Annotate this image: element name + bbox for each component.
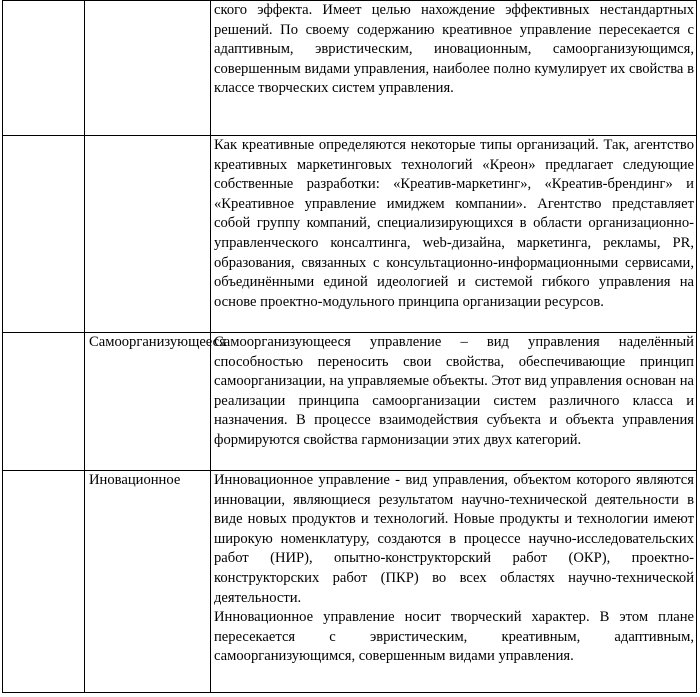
description-paragraph: ского эффекта. Имеет целью нахождение эффективных нестандартных решений. По своему содержанию креативное управление пересекается с адаптивным, эвристическим, иновационным, самоорганизующимся, совершенным видами управления, наиболее полно кумулирует их свойства в классе творческих систем управления. [214,2,694,97]
description-cell [211,333,697,471]
type-cell [85,471,211,693]
number-cell [3,333,85,471]
type-cell [85,333,226,471]
document-page [2,0,696,697]
type-label: Самоорганизующееся [89,334,226,350]
description-cell [211,1,697,136]
table-row [3,136,697,333]
management-types-table [2,0,697,693]
table-row [3,1,697,136]
description-paragraph: Самоорганизующееся управление – вид управления наделённый способностью переносить свои свойства, обеспечивающие принцип самоорганизации, на управляемые объекты. Этот вид управления основан на реализации принципа самоорганизации систем различного класса и назначения. В процессе взаимодействия субъекта и объекта управления формируются свойства гармонизации этих двух категорий. [214,334,694,448]
description-paragraph: Как креативные определяются некоторые типы организаций. Так, агентство креативных маркетинговых технологий «Креон» предлагает следующие собственные разработки: «Креатив-маркетинг», «Креатив-брендинг» и «Креативное управление имиджем компании». Агентство представляет собой группу компаний, специализирующихся в области организационно-управленческого консалтинга, web-дизайна, маркетинга, рекламы, PR, образования, связанных с консультационно-информационными сервисами, объединёнными единой идеологией и системой гибкого управления на основе проектно-модульного принципа организации ресурсов. [214,137,694,310]
description-paragraph: Инновационное управление - вид управления, объектом которого являются инновации, являющиеся результатом научно-технической деятельности в виде новых продуктов и технологий. Новые продукты и технологии имеют широкую номенклатуру, создаются в процессе научно-исследовательских работ (НИР), опытно-конструкторский работ (ОКР), проектно-конструкторских работ (ПКР) во всех областях научно-технической деятельности. [214,472,694,606]
type-cell [85,136,211,333]
table-row [3,471,697,693]
number-cell [3,471,85,693]
table-row [3,333,697,471]
number-cell [3,1,85,136]
type-label: Иновационное [89,472,181,488]
type-cell [85,1,211,136]
description-cell [211,471,697,693]
description-cell [211,136,697,333]
number-cell [3,136,85,333]
description-paragraph: Инновационное управление носит творческий характер. В этом плане пересекается с эвристическим, креативным, адаптивным, самоорганизующимся, совершенным видами управления. [214,609,694,665]
